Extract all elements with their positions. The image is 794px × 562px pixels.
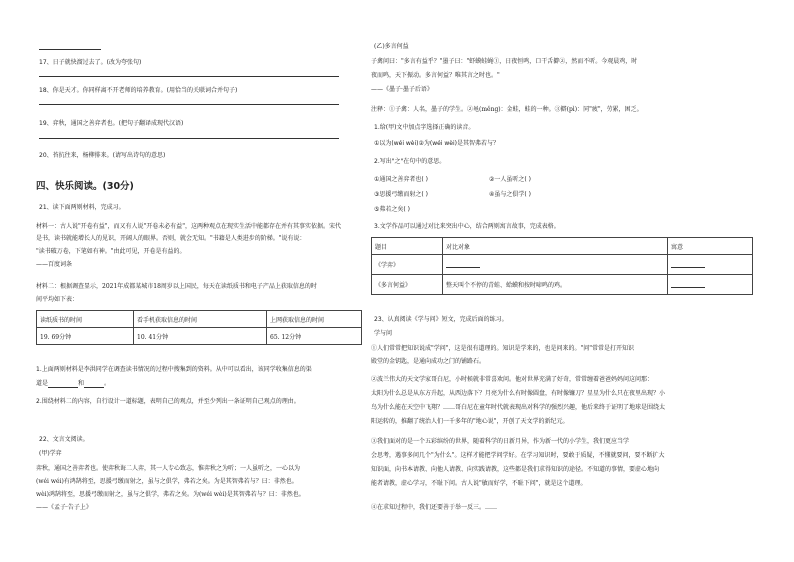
table-cell: 《多言何益》	[372, 275, 443, 295]
table-cell: 19. 69分钟	[37, 328, 134, 345]
comparison-table	[371, 237, 753, 295]
passage-yi-line: 子禽问曰："多言有益乎？"墨子曰："虾蟆蛙蝇①，日夜恒鸣，口干舌擗②，然而不听。今观晨鸡，时	[371, 58, 638, 65]
question-22-intro: 22、文言文阅读。	[39, 436, 89, 443]
material-two-line: 材料二：根据调查显示，2021年成都某城市18周岁以上国民，每天在读纸质书和电子产品上获取信息的时	[36, 283, 317, 290]
question-a2-item: ④虽与之俱学( )	[489, 191, 531, 198]
passage-line: ①人们常常把知识说成"学问"，这是很有道理的。知识是学来的，也是问来的。"问"常常是打开知识	[371, 345, 635, 352]
reading-time-table	[36, 310, 362, 345]
table-header-cell: 上网获取信息的时间	[267, 311, 362, 328]
passage-jia-line: 弈秋，通国之善弈者也。使弈秋诲二人弈，其一人专心致志，惟弈秋之为听；一人虽听之，一心以为	[36, 465, 301, 472]
passage-line: 太阳为什么总是从东方升起，从西边落下？月亮为什么有时像圆盘，有时像镰刀？星星为什么只在夜里出现？小	[371, 390, 666, 397]
question-a2-item: ③思援弓缴而射之( )	[374, 191, 428, 198]
passage-line: ③我们面对的是一个五彩缤纷的世界，随着科学的日新月异，作为新一代的小学生，我们更应当学	[371, 438, 630, 445]
passage-yi-notes: 注释：①子禽：人名，墨子的学生。②黾(měng)：金蛙，蛙的一种。③擗(pì)：同"疲"，劳累，困乏。	[371, 106, 643, 113]
question-a2-item: ②一人虽听之( )	[489, 176, 531, 183]
passage-line: 鸟为什么能在天空中飞翔？……哥白尼在童年时代就表现出对科学的强烈兴趣，他后来终于证明了地球是围绕太	[371, 404, 666, 411]
material-one-line: "读书破万卷，下笔如有神。"由此可见，开卷是有益的。	[36, 248, 186, 255]
table-header-cell: 题目	[372, 238, 443, 255]
material-one-line: 是书，读书就能增长人的见识，开阔人的眼界。否则，就会无知。"书籍是人类进步的阶梯。"说有说：	[36, 235, 306, 242]
question-23-intro: 23、认真阅读《学与问》短文，完成后面的练习。	[374, 316, 508, 323]
blank-suffix: 。	[104, 380, 111, 387]
blank-prefix: 道是	[36, 380, 49, 387]
passage-line: ②波兰伟大的天文学家哥白尼，小时候就非常喜欢问。他对世界充满了好奇，常常缠着爸爸妈妈问这问那：	[371, 376, 654, 383]
passage-yi-line: 夜而鸣，天下振动。多言何益？唯其言之时也。"	[371, 72, 500, 79]
table-cell: 65. 12分钟	[267, 328, 362, 345]
question-a2-item: ⑤弗若之矣( )	[374, 206, 410, 213]
table-header-cell: 读纸质书的时间	[37, 311, 134, 328]
material-one-source: ——百度词条	[36, 261, 73, 268]
passage-line: 阳运转的，推翻了统治人们一千多年的"地心说"，开创了天文学的新纪元。	[371, 418, 569, 425]
question-19: 19、弈秋，通国之善弈者也。(把句子翻译成现代汉语)	[39, 120, 184, 127]
material-two-line: 间平均如下表：	[36, 296, 79, 303]
section-title: 四、快乐阅读。(30分)	[36, 181, 134, 192]
question-a2: 2.写出"之"在句中的意思。	[374, 158, 446, 165]
question-a1: 1.给(甲)文中加点字选择正确的读音。	[374, 124, 475, 131]
table-header-row	[37, 311, 362, 328]
question-20: 20、苔抗往来，杨柳排来。(请写出诗句的意思)	[39, 152, 166, 159]
passage-line: 会思考，遇事多问几个"为什么"。这样才能把学问学好。在学习知识时，要敢于质疑，不懂就要问，要不断扩大	[371, 452, 665, 459]
passage-line: 能者请教，虚心学习，不耻下问。古人说"敏而好学，不耻下问"，就是这个道理。	[371, 480, 587, 487]
question-18: 18、你是天才。你同样离不开老师的培养教育。(用恰当的关联词合并句子)	[39, 87, 238, 94]
blank-joiner: 和	[78, 380, 85, 387]
question-a3: 3.文学作品可以通过对比来突出中心，结合两则寓言故事，完成表格。	[374, 223, 560, 230]
answer-blank[interactable]	[671, 261, 705, 268]
passage-yi-source: ——《墨子·墨子后语》	[371, 86, 433, 93]
answer-line	[39, 76, 339, 77]
question-21-1-blanks	[36, 380, 110, 388]
table-header-cell: 寓意	[668, 238, 753, 255]
question-a2-item: ①通国之善弈者也( )	[374, 176, 428, 183]
answer-blank[interactable]	[84, 381, 104, 388]
answer-blank[interactable]	[48, 381, 78, 388]
answer-blank[interactable]	[671, 281, 705, 288]
table-cell: 10. 41分钟	[134, 328, 267, 345]
passage-line: ④在求知过程中，我们还要善于举一反三。……	[371, 504, 498, 511]
passage-line: 知识面，向书本请教、向他人请教、向实践请教，这些都是我们求得知识的途径。不知道的事情，要虚心地向	[371, 466, 660, 473]
question-21-intro: 21、读下面两则材料，完成习。	[39, 204, 125, 211]
table-row	[37, 328, 362, 345]
table-cell[interactable]	[668, 275, 753, 295]
passage-title: 学与问	[374, 330, 393, 337]
question-21-2: 2.围绕材料二的内容，自行设计一道标题，表明自己的观点，并至少列出一条证明自己观点的理由。	[36, 398, 300, 405]
table-header-cell: 对比对象	[443, 238, 668, 255]
question-a1-options: ①以为(wéi wèi)②为(wéi wèi)是其智弗若与？	[374, 140, 499, 147]
material-one-line: 材料一：古人说"开卷有益"，而又有人说"开卷未必有益"，这两种观点在现实生活中能都存在并有其事实依据。宋代	[36, 223, 342, 230]
answer-blank[interactable]	[446, 261, 480, 268]
passage-line: 殿堂的金钥匙，是通向成功之门的铺路石。	[371, 358, 486, 365]
passage-jia-title: (甲)学弈	[39, 450, 62, 457]
answer-line	[39, 104, 339, 105]
question-21-1: 1.上面两则材料是李洪同学在调查读书情况的过程中搜集到的资料。从中可以看出，该同学收集信息的渠	[36, 366, 312, 373]
passage-jia-source: ——《孟子·告子上》	[36, 504, 92, 511]
table-row	[372, 255, 753, 275]
table-header-row	[372, 238, 753, 255]
passage-jia-line: wèi)鸿鹄将至，思援弓缴而射之，虽与之俱学，弗若之矣。为(wéi wèi)是其智弗若与？曰：非然也。	[36, 491, 305, 498]
table-cell: 整天叫个不停的青蛙、蛤蟆和按时啼鸣的鸡。	[443, 275, 668, 295]
table-cell[interactable]	[668, 255, 753, 275]
question-17: 17、日子就快溜过去了。(改为夸张句)	[39, 59, 142, 66]
table-cell: 《学弈》	[372, 255, 443, 275]
table-cell[interactable]	[443, 255, 668, 275]
passage-jia-line: (wéi wéi)有鸿鹄将至，思援弓缴而射之，虽与之俱学，弗若之矣。为是其智弗若与？曰：非然也。	[36, 478, 298, 485]
answer-line	[39, 138, 339, 139]
passage-yi-title: (乙)多言何益	[374, 43, 409, 50]
table-row	[372, 275, 753, 295]
answer-line	[39, 49, 101, 50]
table-header-cell: 看手机获取信息的时间	[134, 311, 267, 328]
